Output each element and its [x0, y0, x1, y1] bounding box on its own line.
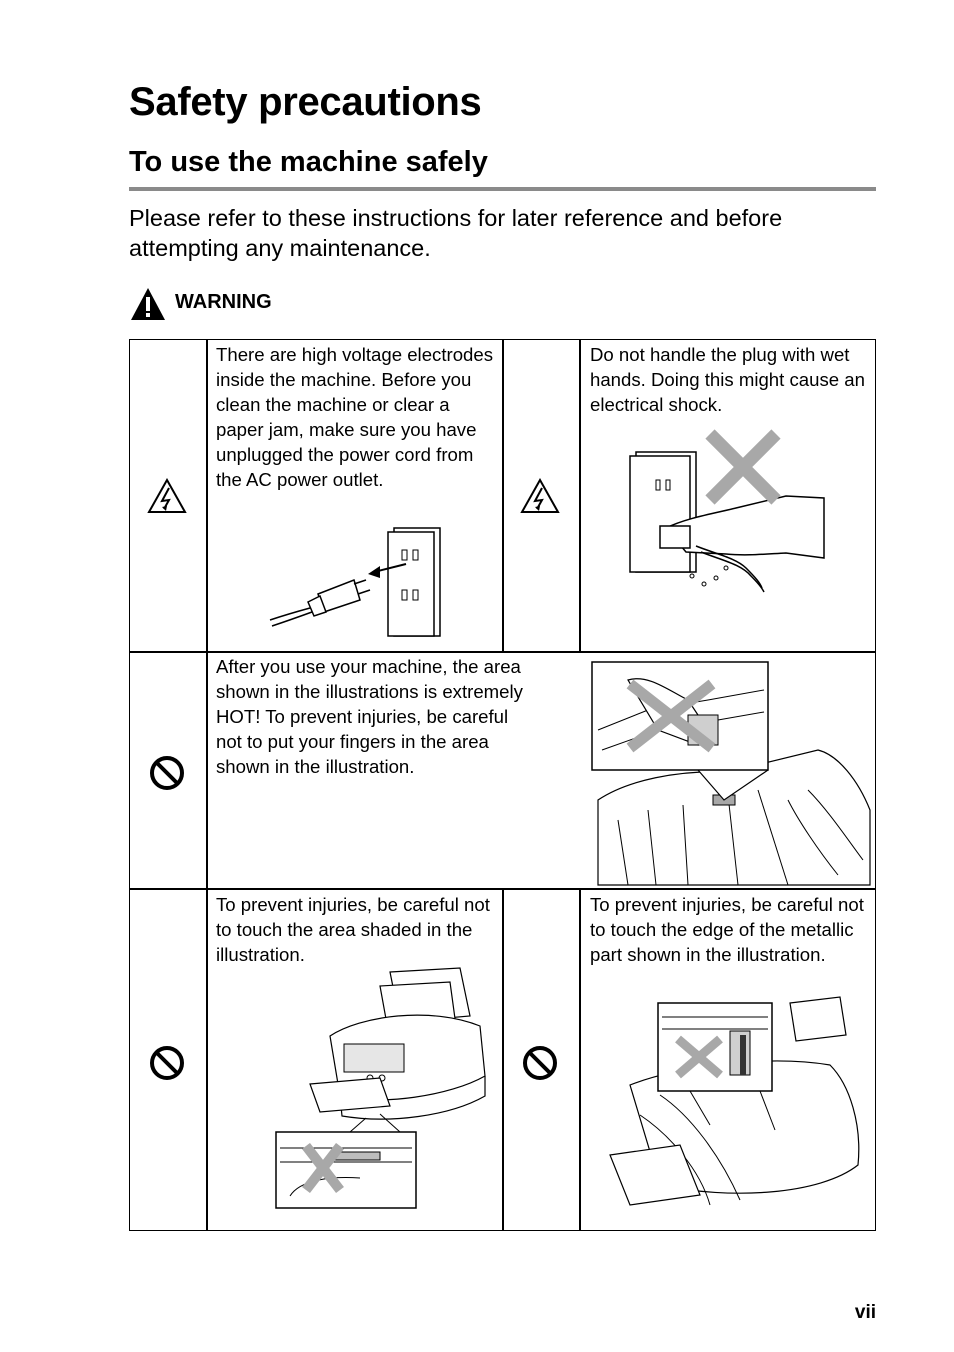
page-number: vii — [854, 1302, 876, 1323]
unplug-cord-illustration — [268, 522, 448, 642]
wet-hands-warning-text: Do not handle the plug with wet hands. Doing this might cause an electrical shock. — [590, 344, 865, 415]
prohibition-icon — [521, 1044, 559, 1082]
metallic-edge-illustration — [600, 995, 870, 1210]
intro-paragraph: Please refer to these instructions for later reference and before attempting any maintenance. — [129, 205, 783, 261]
warning-label: WARNING — [175, 291, 272, 313]
column-divider — [206, 340, 208, 1230]
column-divider — [579, 888, 581, 1230]
heading-rule — [129, 187, 876, 191]
section-heading: To use the machine safely — [129, 146, 488, 178]
electrical-hazard-icon — [520, 478, 560, 514]
hot-area-illustration — [588, 660, 873, 890]
voltage-warning-text: There are high voltage electrodes inside the machine. Before you clean the machine or clear a paper jam, make sure you have unplugged the power cord from the AC power outlet. — [216, 344, 494, 490]
column-divider — [502, 888, 504, 1230]
shaded-area-illustration — [270, 966, 495, 1211]
page-title: Safety precautions — [129, 80, 482, 124]
warning-triangle-icon — [129, 286, 167, 322]
wet-hands-plug-illustration — [626, 428, 836, 598]
shaded-area-warning-text: To prevent injuries, be careful not to touch the area shaded in the illustration. — [216, 894, 490, 965]
warning-table — [129, 339, 876, 1231]
prohibition-icon — [148, 1044, 186, 1082]
prohibition-icon — [148, 754, 186, 792]
electrical-hazard-icon — [147, 478, 187, 514]
hot-area-warning-text: After you use your machine, the area shown in the illustrations is extremely HOT! To prevent injuries, be careful not to put your fingers in the area shown in the illustration. — [216, 656, 523, 777]
metallic-edge-warning-text: To prevent injuries, be careful not to touch the edge of the metallic part shown in the illustration. — [590, 894, 864, 965]
column-divider — [579, 340, 581, 652]
column-divider — [502, 340, 504, 652]
